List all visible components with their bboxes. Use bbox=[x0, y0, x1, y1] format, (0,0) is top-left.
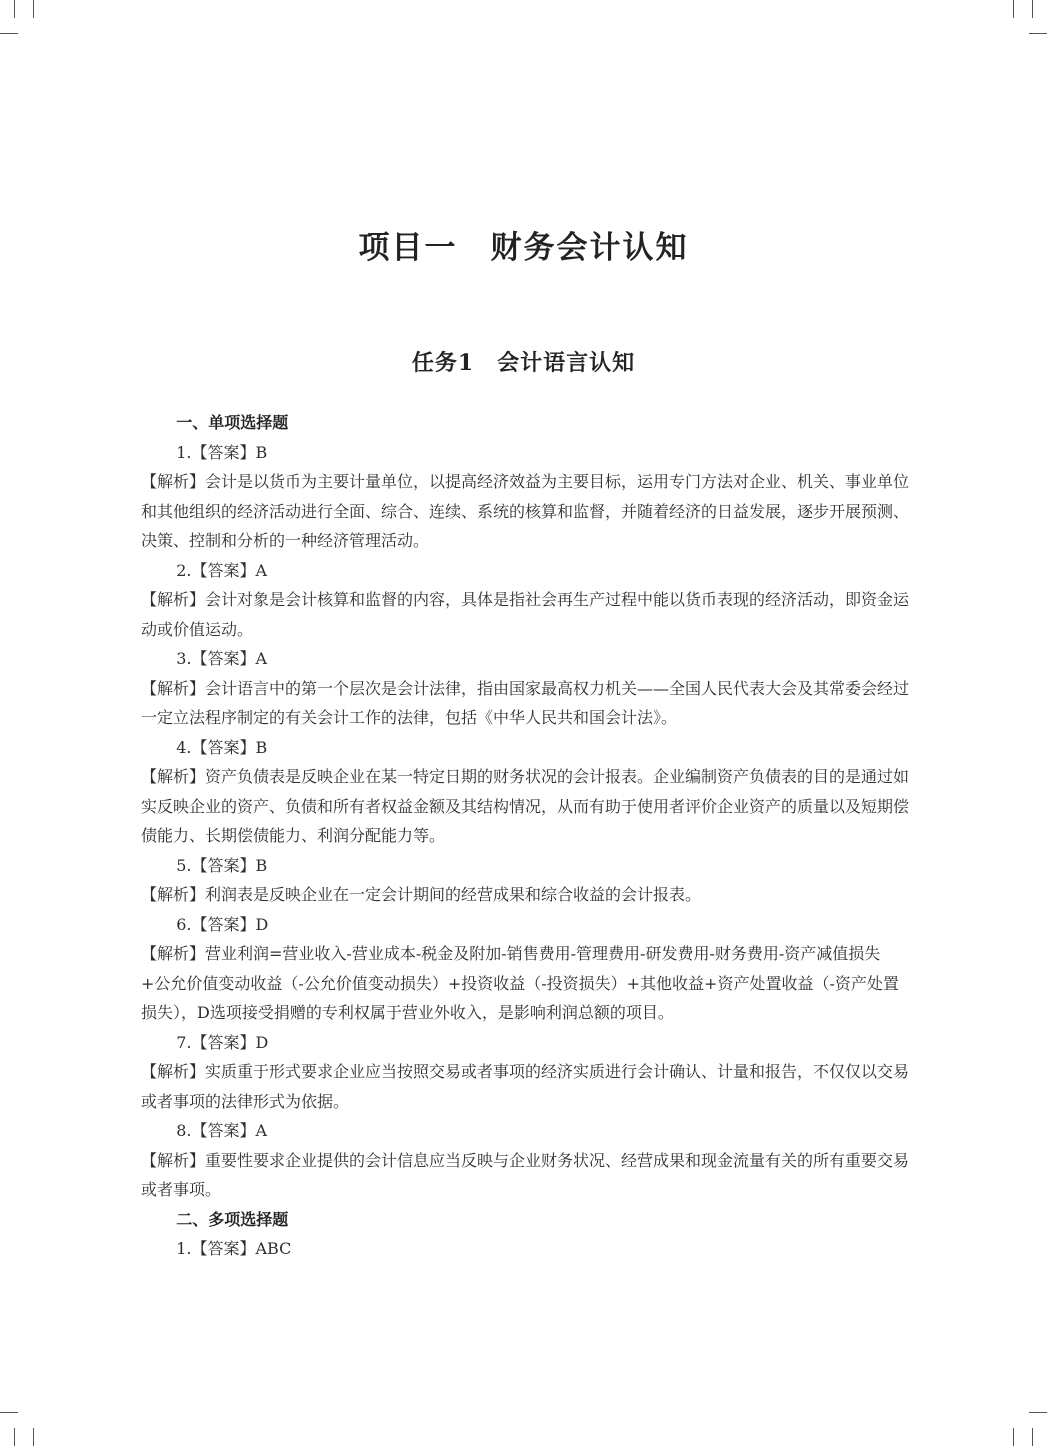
crop-mark-top-left-v bbox=[33, 0, 34, 18]
answer-content bbox=[141, 408, 909, 1264]
crop-mark-bottom-left-v bbox=[33, 1428, 34, 1446]
explanation-paragraph: 【解析】会计语言中的第一个层次是会计法律，指由国家最高权力机关——全国人民代表大会及其常委会经过一定立法程序制定的有关会计工作的法律，包括《中华人民共和国会计法》。 bbox=[141, 678, 910, 727]
crop-mark-bottom-left-h bbox=[0, 1412, 18, 1413]
section-heading-multiple-choice: 二、多项选择题 bbox=[176, 1209, 289, 1229]
crop-mark-top-left-h bbox=[0, 33, 18, 34]
explanation-paragraph: 【解析】实质重于形式要求企业应当按照交易或者事项的经济实质进行会计确认、计量和报告，不仅仅以交易或者事项的法律形式为依据。 bbox=[141, 1062, 910, 1111]
task-title: 任务1 会计语言认知 bbox=[411, 350, 636, 376]
explanation-paragraph: 【解析】会计对象是会计核算和监督的内容，具体是指社会再生产过程中能以货币表现的经济活动，即资金运动或价值运动。 bbox=[141, 590, 910, 639]
explanation-paragraph: 【解析】营业利润=营业收入-营业成本-税金及附加-销售费用-管理费用-研发费用-财务费用-资产减值损失+公允价值变动收益（-公允价值变动损失）+投资收益（-投资损失）+其他收益+资产处置收益（-资产处置损失），D选项接受捐赠的专利权属于营业外收入，是影响利润总额的项目。 bbox=[141, 944, 899, 1022]
section-heading-single-choice: 一、单项选择题 bbox=[176, 413, 289, 432]
answer-line: 1.【答案】ABC bbox=[176, 1239, 292, 1258]
crop-mark-bottom-right-v bbox=[1013, 1428, 1014, 1446]
crop-mark-top-right-v bbox=[1013, 0, 1014, 18]
project-title: 项目一 财务会计认知 bbox=[358, 230, 689, 266]
crop-mark-top-left-v2 bbox=[14, 0, 15, 18]
answer-line: 4.【答案】B bbox=[176, 737, 268, 757]
crop-mark-bottom-right-h bbox=[1029, 1412, 1047, 1413]
crop-mark-top-right-h bbox=[1029, 33, 1047, 34]
explanation-paragraph: 【解析】重要性要求企业提供的会计信息应当反映与企业财务状况、经营成果和现金流量有关的所有重要交易或者事项。 bbox=[141, 1150, 910, 1199]
answer-line: 3.【答案】A bbox=[176, 649, 268, 668]
explanation-paragraph: 【解析】资产负债表是反映企业在某一特定日期的财务状况的会计报表。企业编制资产负债表的目的是通过如实反映企业的资产、负债和所有者权益金额及其结构情况，从而有助于使用者评价企业资产的质量以及短期偿债能力、长期偿债能力、利润分配能力等。 bbox=[141, 767, 910, 845]
answer-line: 8.【答案】A bbox=[176, 1121, 268, 1140]
answer-line: 5.【答案】B bbox=[176, 855, 268, 875]
answer-line: 1.【答案】B bbox=[176, 442, 268, 462]
crop-mark-bottom-left-v2 bbox=[14, 1428, 15, 1446]
crop-mark-bottom-right-v2 bbox=[1032, 1428, 1033, 1446]
crop-mark-top-right-v2 bbox=[1032, 0, 1033, 18]
answer-line: 6.【答案】D bbox=[176, 914, 269, 934]
explanation-paragraph: 【解析】利润表是反映企业在一定会计期间的经营成果和综合收益的会计报表。 bbox=[141, 885, 702, 904]
answer-line: 2.【答案】A bbox=[176, 560, 268, 580]
answer-line: 7.【答案】D bbox=[176, 1032, 269, 1052]
explanation-paragraph: 【解析】会计是以货币为主要计量单位，以提高经济效益为主要目标，运用专门方法对企业、机关、事业单位和其他组织的经济活动进行全面、综合、连续、系统的核算和监督，并随着经济的日益发展，逐步开展预测、决策、控制和分析的一种经济管理活动。 bbox=[141, 472, 910, 550]
